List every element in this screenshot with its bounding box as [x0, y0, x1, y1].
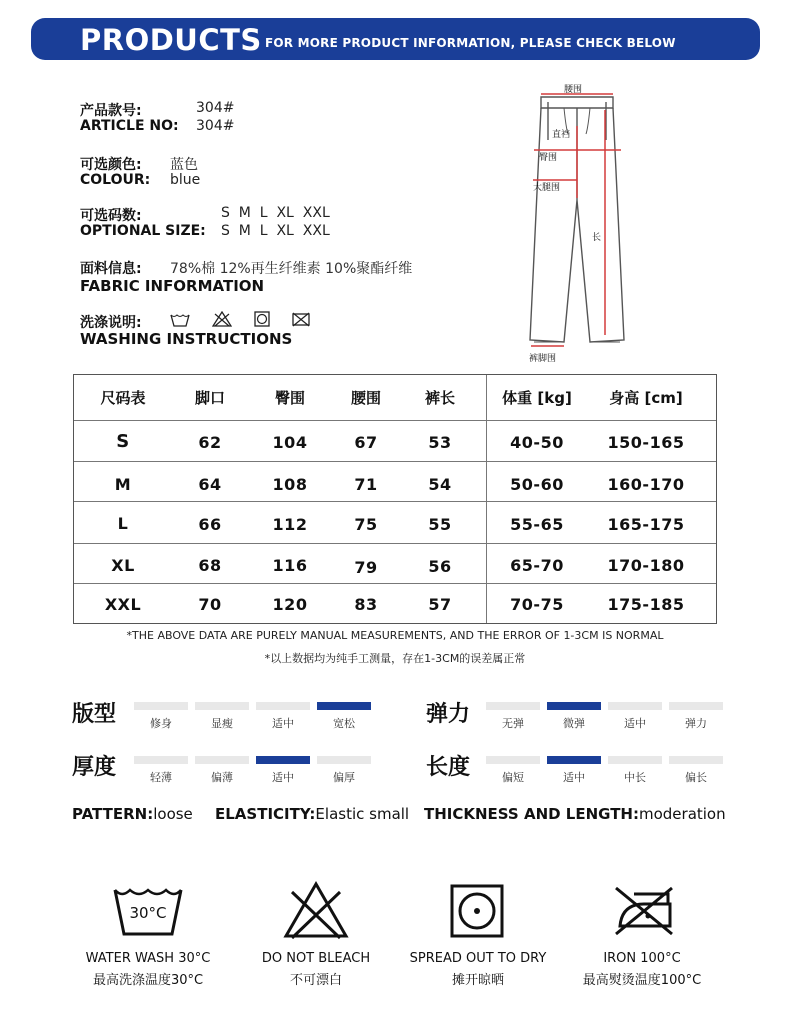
header-subtitle: FOR MORE PRODUCT INFORMATION, PLEASE CHECK BELOW [265, 36, 676, 50]
article-label-en: ARTICLE NO: [80, 118, 179, 134]
table-cell: 70 [198, 595, 222, 614]
elasticity-summary [215, 805, 409, 823]
thickness-summary [424, 805, 726, 823]
table-cell: XL [111, 556, 135, 575]
length-option: 偏长 [685, 771, 707, 784]
table-cell: 68 [198, 556, 222, 575]
pattern-summary-label: PATTERN: [72, 805, 154, 823]
table-cell: 70-75 [510, 595, 564, 614]
wash-label-zh: 洗涤说明: [80, 315, 142, 331]
thickness-segment [317, 756, 371, 764]
size-value-zh: S M L XL XXL [221, 205, 330, 221]
table-cell: 108 [272, 475, 308, 494]
thickness-option: 轻薄 [150, 771, 172, 784]
thickness-segment [134, 756, 188, 764]
measurement-note-en: *THE ABOVE DATA ARE PURELY MANUAL MEASUREMENTS, AND THE ERROR OF 1-3CM IS NORMAL [126, 629, 664, 642]
care-wash-zh: 最高洗涤温度30°C [92, 973, 204, 988]
care-bleach-en: DO NOT BLEACH [261, 951, 371, 966]
no-bleach-icon [212, 311, 232, 331]
table-cell: M [114, 475, 132, 494]
thigh-label: 大腿围 [533, 183, 561, 193]
table-cell: 150-165 [607, 433, 685, 452]
wash-tub-icon [170, 312, 190, 332]
tumble-dry-icon [252, 311, 272, 331]
pattern-option: 显瘦 [211, 717, 233, 730]
elasticity-option: 微弹 [563, 717, 585, 730]
thickness-summary-value: moderation [638, 805, 726, 823]
pattern-segment [134, 702, 188, 710]
no-iron-icon [291, 311, 311, 331]
thickness-option: 偏厚 [333, 771, 355, 784]
header-title: PRODUCTS [80, 23, 262, 57]
table-header: 腰围 [350, 389, 381, 407]
table-cell: S [116, 431, 130, 452]
table-cell: 104 [272, 433, 308, 452]
table-cell: 62 [198, 433, 222, 452]
table-cell: 83 [354, 595, 378, 614]
article-value-en: 304# [196, 118, 235, 134]
pattern-title: 版型 [72, 702, 117, 727]
elasticity-option: 适中 [624, 717, 646, 730]
table-header: 臀围 [274, 389, 305, 407]
dry-flat-icon [450, 884, 504, 938]
table-cell: 170-180 [607, 556, 685, 575]
table-cell: 120 [272, 595, 308, 614]
table-cell: 55 [428, 515, 452, 534]
table-cell: L [117, 514, 129, 533]
article-label-zh: 产品款号: [80, 103, 142, 119]
wash-label-en: WASHING INSTRUCTIONS [80, 330, 293, 348]
elasticity-option: 弹力 [685, 717, 707, 730]
hem-label: 裤脚围 [529, 354, 557, 364]
size-table [73, 374, 717, 624]
length-segment [547, 756, 601, 764]
table-header: 体重 [kg] [502, 389, 572, 407]
table-header: 裤长 [424, 389, 455, 407]
thickness-option: 偏薄 [211, 771, 233, 784]
table-cell: 64 [198, 475, 222, 494]
fabric-value: 78%棉 12%再生纤维素 10%聚酯纤维 [170, 261, 413, 277]
table-cell: 40-50 [510, 433, 564, 452]
care-iron-en: IRON 100°C [603, 951, 681, 966]
length-segment [669, 756, 723, 764]
care-iron-zh: 最高熨烫温度100°C [582, 973, 702, 988]
article-value: 304# [196, 100, 235, 116]
table-cell: 65-70 [510, 556, 564, 575]
pattern-summary-value: loose [153, 805, 193, 823]
length-segment [608, 756, 662, 764]
pattern-option: 修身 [150, 717, 172, 730]
iron-icon [612, 884, 676, 938]
colour-value-zh: 蓝色 [170, 157, 198, 173]
elasticity-option: 无弹 [502, 717, 524, 730]
hip-label: 臀围 [539, 153, 558, 163]
table-cell: 75 [354, 515, 378, 534]
table-header: 尺码表 [100, 389, 146, 407]
table-cell: 175-185 [607, 595, 685, 614]
table-cell: 112 [272, 515, 308, 534]
care-bleach-zh: 不可漂白 [289, 973, 342, 988]
fabric-label-zh: 面料信息: [80, 261, 142, 277]
care-wash-en: WATER WASH 30°C [85, 951, 211, 966]
care-dry-zh: 摊开晾晒 [451, 973, 504, 988]
thickness-segment [195, 756, 249, 764]
table-cell: 55-65 [510, 515, 564, 534]
size-label-zh: 可选码数: [80, 208, 142, 224]
elasticity-segment [608, 702, 662, 710]
wash-temp-label: 30°C [129, 904, 167, 922]
length-option: 偏短 [502, 771, 524, 784]
table-cell: 165-175 [607, 515, 685, 534]
length-title: 长度 [426, 755, 471, 780]
table-header: 脚口 [194, 389, 225, 407]
fabric-label-en: FABRIC INFORMATION [80, 277, 265, 295]
pattern-option: 适中 [272, 717, 294, 730]
table-cell: 66 [198, 515, 222, 534]
colour-label-zh: 可选颜色: [80, 157, 142, 173]
no-bleach-icon [282, 880, 350, 940]
elasticity-segment [547, 702, 601, 710]
table-cell: 160-170 [607, 475, 685, 494]
elasticity-summary-value: Elastic small [315, 805, 410, 823]
size-label-en: OPTIONAL SIZE: [80, 223, 206, 239]
elasticity-summary-label: ELASTICITY: [215, 805, 316, 823]
colour-label-en: COLOUR: [80, 172, 151, 188]
table-header: 身高 [cm] [609, 389, 683, 407]
elasticity-segment [486, 702, 540, 710]
thickness-segment [256, 756, 310, 764]
pattern-summary [72, 805, 193, 823]
elasticity-title: 弹力 [426, 702, 471, 727]
table-cell: 54 [428, 475, 452, 494]
measurement-note-zh: *以上数据均为纯手工测量，存在1-3CM的误差属正常 [264, 652, 526, 665]
table-cell: 57 [428, 595, 452, 614]
table-cell: XXL [104, 595, 142, 614]
rise-label: 直裆 [552, 130, 571, 140]
table-cell: 116 [272, 556, 308, 575]
thickness-summary-label: THICKNESS AND LENGTH: [424, 805, 639, 823]
size-value-en: S M L XL XXL [221, 223, 330, 239]
length-option: 中长 [624, 771, 646, 784]
table-cell: 71 [354, 475, 378, 494]
length-segment [486, 756, 540, 764]
thickness-title: 厚度 [72, 755, 117, 780]
wash-30-icon [112, 882, 184, 940]
table-cell: 79 [354, 558, 378, 577]
table-cell: 67 [354, 433, 378, 452]
care-dry-en: SPREAD OUT TO DRY [409, 951, 547, 966]
thickness-option: 适中 [272, 771, 294, 784]
length-option: 适中 [563, 771, 585, 784]
pattern-option: 宽松 [333, 717, 355, 730]
elasticity-segment [669, 702, 723, 710]
pants-diagram [500, 80, 650, 370]
table-cell: 53 [428, 433, 452, 452]
pattern-segment [195, 702, 249, 710]
pattern-segment [317, 702, 371, 710]
table-cell: 56 [428, 557, 452, 576]
colour-value-en: blue [170, 172, 201, 188]
table-cell: 50-60 [510, 475, 564, 494]
length-label: 长 [592, 233, 602, 243]
waist-label: 腰围 [564, 85, 583, 95]
pattern-segment [256, 702, 310, 710]
